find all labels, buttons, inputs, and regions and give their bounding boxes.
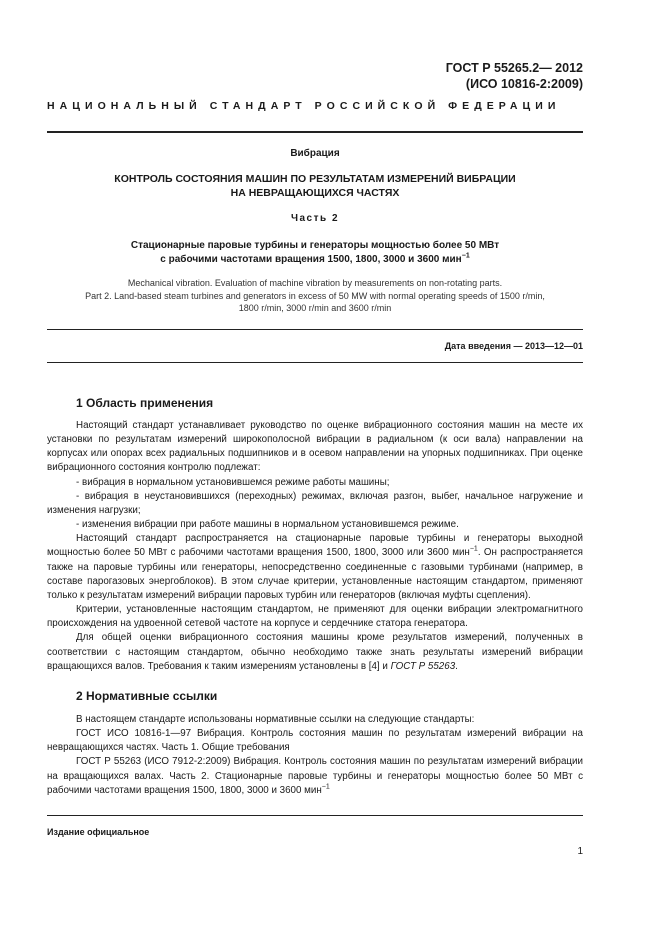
title-line-1: КОНТРОЛЬ СОСТОЯНИЯ МАШИН ПО РЕЗУЛЬТАТАМ ИЗМЕРЕНИЙ ВИБРАЦИИ xyxy=(114,173,516,185)
english-line-1: Mechanical vibration. Evaluation of machine vibration by measurements on non-rotating parts. xyxy=(127,278,503,288)
section-1-paragraph-4 xyxy=(47,631,583,673)
english-title xyxy=(47,277,583,315)
effective-date: Дата введения — 2013—12—01 xyxy=(444,341,583,351)
section-1-paragraph-2 xyxy=(47,532,583,603)
section-1-heading: 1 Область применения xyxy=(76,396,214,410)
list-item-3: - изменения вибрации при работе машины в нормальном установившемся режиме. xyxy=(76,519,459,531)
gost-number: ГОСТ Р 55265.2— 2012 xyxy=(445,61,583,75)
p4-text: Для общей оценки вибрационного состояния машины кроме результатов измерений, полученных в соответствии с настоящим стандартом, обычно необходимо также знать результаты измерений вибрации вращающихся валов. Требования к таким измерениям установлены в [4] и xyxy=(47,632,583,672)
list-item-1: - вибрация в нормальном установившемся режиме работы машины; xyxy=(76,476,390,488)
document-category: Вибрация xyxy=(290,148,340,159)
document-title xyxy=(47,172,583,200)
iso-number: (ИСО 10816-2:2009) xyxy=(465,77,583,91)
p4-gost-reference: ГОСТ Р 55263 xyxy=(390,660,456,672)
subtitle-superscript: −1 xyxy=(461,252,470,260)
gost-designation xyxy=(300,60,583,92)
reference-1: ГОСТ ИСО 10816-1—97 Вибрация. Контроль состояния машин по результатам измерений вибрации на невращающихся частях. Часть 1. Общие требования xyxy=(47,728,583,754)
section-2-body xyxy=(47,713,583,798)
footer-rule xyxy=(47,815,583,816)
page-number: 1 xyxy=(577,846,583,857)
section-1-paragraph-1: Настоящий стандарт устанавливает руководство по оценке вибрационного состояния машин на месте их установки по результатам измерений широкополосной вибрации в радиальном (к оси вала) направлении на корпусах или опорах всех радиальных подшипников и в осевом направлении на упорных подшипниках. При оценке вибрационного состояния контролю подлежат: xyxy=(47,420,583,474)
english-line-2: Part 2. Land-based steam turbines and generators in excess of 50 MW with normal operating speeds of 1500 r/min, xyxy=(85,290,545,301)
title-rule xyxy=(47,329,583,330)
section-2-paragraph-1: В настоящем стандарте использованы нормативные ссылки на следующие стандарты: xyxy=(76,714,475,725)
part-label: Часть 2 xyxy=(290,213,340,224)
reference-2-text: ГОСТ Р 55263 (ИСО 7912-2:2009) Вибрация. Контроль состояния машин по результатам измерений вибрации на вращающихся валах. Часть 2. Стационарные паровые турбины и генераторы мощностью более 50 МВт с рабочими частотами вращения 1500, 1800, 3000 и 3600 мин xyxy=(47,756,583,796)
p2-text: Настоящий стандарт распространяется на стационарные паровые турбины и генераторы выходной мощностью более 50 МВт с рабочими частотами вращения 1500, 1800, 3000 или 3600 мин xyxy=(47,533,583,559)
subtitle-line-2 xyxy=(47,253,583,267)
section-2-heading: 2 Нормативные ссылки xyxy=(76,689,218,703)
p2-superscript: −1 xyxy=(469,546,478,554)
subtitle-line-2-text: с рабочими частотами вращения 1500, 1800, 3000 и 3600 мин xyxy=(160,254,462,265)
reference-2-superscript: −1 xyxy=(321,783,330,791)
english-line-3: 1800 r/min, 3000 r/min and 3600 r/min xyxy=(238,303,392,313)
official-edition-label: Издание официальное xyxy=(47,827,150,837)
national-standard-banner: НАЦИОНАЛЬНЫЙ СТАНДАРТ РОССИЙСКОЙ ФЕДЕРАЦИИ xyxy=(47,100,561,112)
date-rule xyxy=(47,362,583,363)
document-subtitle xyxy=(47,239,583,267)
p2-text-rest: . Он распространяется также на паровые турбины или генераторы, непосредственно соединенные с газовыми турбинами (например, в составе парогазовых энергоблоков). В этом случае критерии, установленные настоящим стандартом, применяют только к результатам измерений вибрации паровых турбин или генераторов (включая муфты сцепления). xyxy=(47,547,583,601)
list-item-2: - вибрация в неустановившихся (переходных) режимах, включая разгон, выбег, начальное нагружение и изменения нагрузки; xyxy=(47,490,583,516)
p4-end: . xyxy=(455,660,458,672)
title-line-2: НА НЕВРАЩАЮЩИХСЯ ЧАСТЯХ xyxy=(230,187,400,199)
section-1-paragraph-3: Критерии, установленные настоящим стандартом, не применяют для оценки вибрации электромагнитного происхождения на удвоенной сетевой частоте на корпусе и сердечнике статора генератора. xyxy=(47,604,583,630)
subtitle-line-1: Стационарные паровые турбины и генераторы мощностью более 50 МВт xyxy=(130,240,500,251)
header-rule xyxy=(47,131,583,133)
section-1-body xyxy=(47,419,583,674)
reference-2 xyxy=(47,755,583,797)
